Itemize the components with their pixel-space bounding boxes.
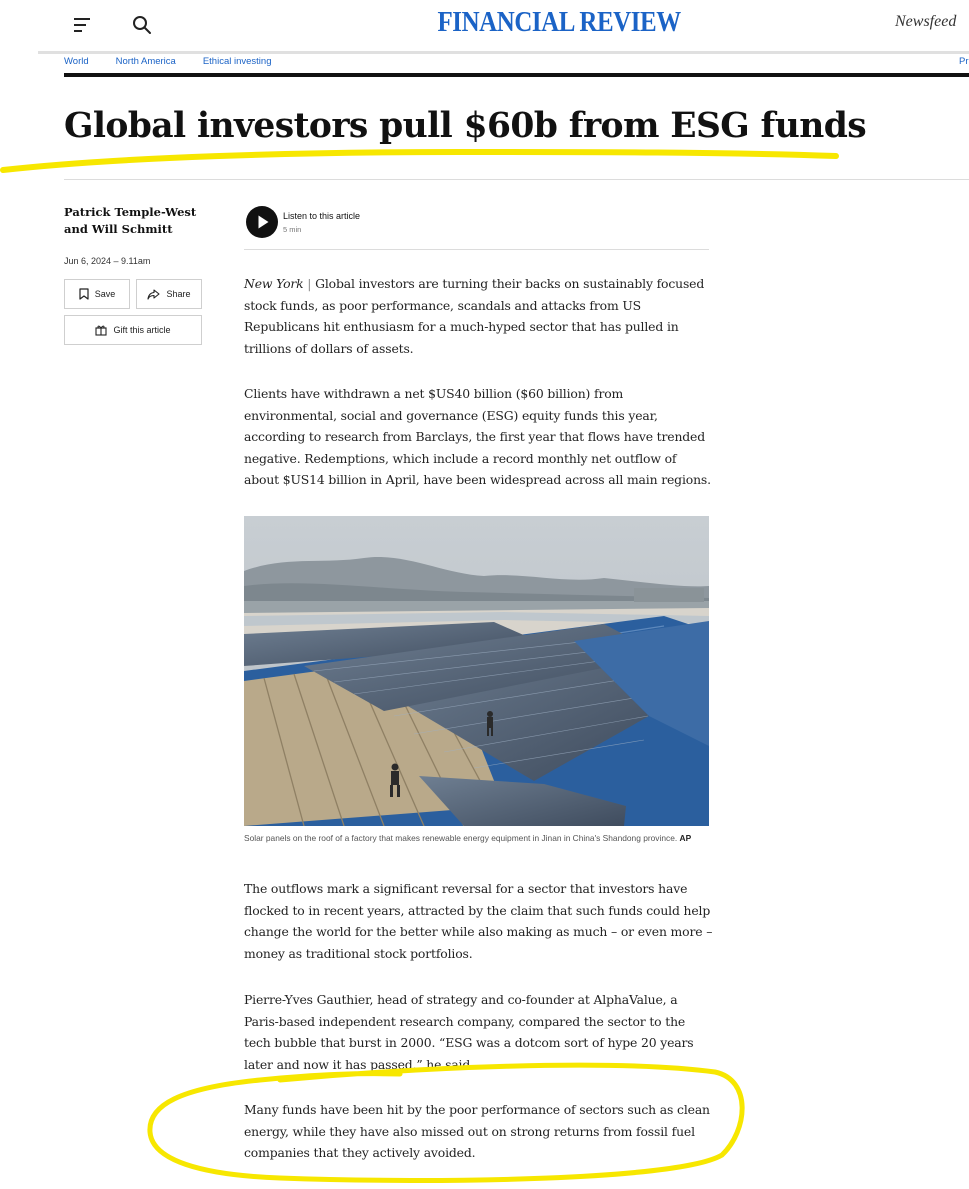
- breadcrumb-north-america[interactable]: North America: [115, 56, 176, 67]
- site-logo[interactable]: FINANCIAL REVIEW: [437, 6, 681, 38]
- article-paragraph: Clients have withdrawn a net $US40 billion ($60 billion) from environmental, social and governance (ESG) equity funds this year, according to research from Barclays, the first year that flows have trended negative. Redemptions, which include a record monthly net outflow of about $US14 billion in April, have been widespread across all main regions.: [244, 386, 711, 488]
- breadcrumb: [64, 56, 298, 67]
- dateline-separator: |: [303, 276, 316, 291]
- section-rule: [64, 73, 969, 77]
- gift-icon: [95, 324, 107, 336]
- article-authors[interactable]: Patrick Temple-West and Will Schmitt: [64, 205, 197, 236]
- breadcrumb-ethical-investing[interactable]: Ethical investing: [202, 56, 272, 67]
- save-button[interactable]: [64, 279, 130, 309]
- newsfeed-link[interactable]: Newsfeed: [895, 13, 957, 30]
- share-icon: [147, 289, 160, 300]
- listen-duration: 5 min: [283, 225, 302, 234]
- article-paragraph: Pierre-Yves Gauthier, head of strategy and co-founder at AlphaValue, a Paris-based independent research company, compared the sector to the tech bubble that burst in 2000. “ESG was a dotcom sort of hype 20 years later and now it has passed,” he said.: [244, 992, 694, 1072]
- play-audio-button[interactable]: [246, 206, 278, 238]
- caption-text: Solar panels on the roof of a factory that makes renewable energy equipment in Jinan in China's Shandong province.: [244, 833, 678, 843]
- breadcrumb-world[interactable]: World: [64, 56, 89, 67]
- gift-label: Gift this article: [113, 325, 171, 335]
- save-label: Save: [94, 289, 116, 299]
- listen-divider: [244, 249, 709, 250]
- share-button[interactable]: [136, 279, 202, 309]
- photo-credit: AP: [679, 833, 692, 843]
- article-paragraph: [244, 273, 714, 359]
- menu-icon[interactable]: [74, 18, 92, 32]
- search-icon[interactable]: [132, 15, 152, 35]
- article-date: Jun 6, 2024 – 9.11am: [64, 256, 151, 266]
- article-paragraph: The outflows mark a significant reversal for a sector that investors have flocked to in recent years, attracted by the claim that such funds could help change the world for the better while also making as much – or even more – money as traditional stock portfolios.: [244, 881, 713, 961]
- share-label: Share: [166, 289, 191, 299]
- paragraph-text: Global investors are turning their backs on sustainably focused stock funds, as poor performance, scandals and attacks from US Republicans hit enthusiasm for a much-hyped sector that has pulled in trillions of dollars of assets.: [244, 276, 705, 356]
- title-divider: [64, 179, 969, 180]
- breadcrumb-overflow[interactable]: Pr: [959, 56, 969, 67]
- article-dateline: New York: [244, 276, 304, 291]
- gift-article-button[interactable]: [64, 315, 202, 345]
- article-paragraph: Many funds have been hit by the poor performance of sectors such as clean energy, while they have also missed out on strong returns from fossil fuel companies that they actively avoided.: [244, 1102, 710, 1161]
- article-photo: [244, 516, 709, 826]
- title-highlight-underline: [0, 140, 845, 180]
- header-divider: [38, 51, 969, 54]
- photo-caption: [244, 832, 714, 844]
- play-icon: [246, 206, 278, 238]
- article-title: Global investors pull $60b from ESG funds: [64, 106, 867, 146]
- bookmark-icon: [79, 288, 89, 300]
- listen-label[interactable]: Listen to this article: [283, 211, 361, 221]
